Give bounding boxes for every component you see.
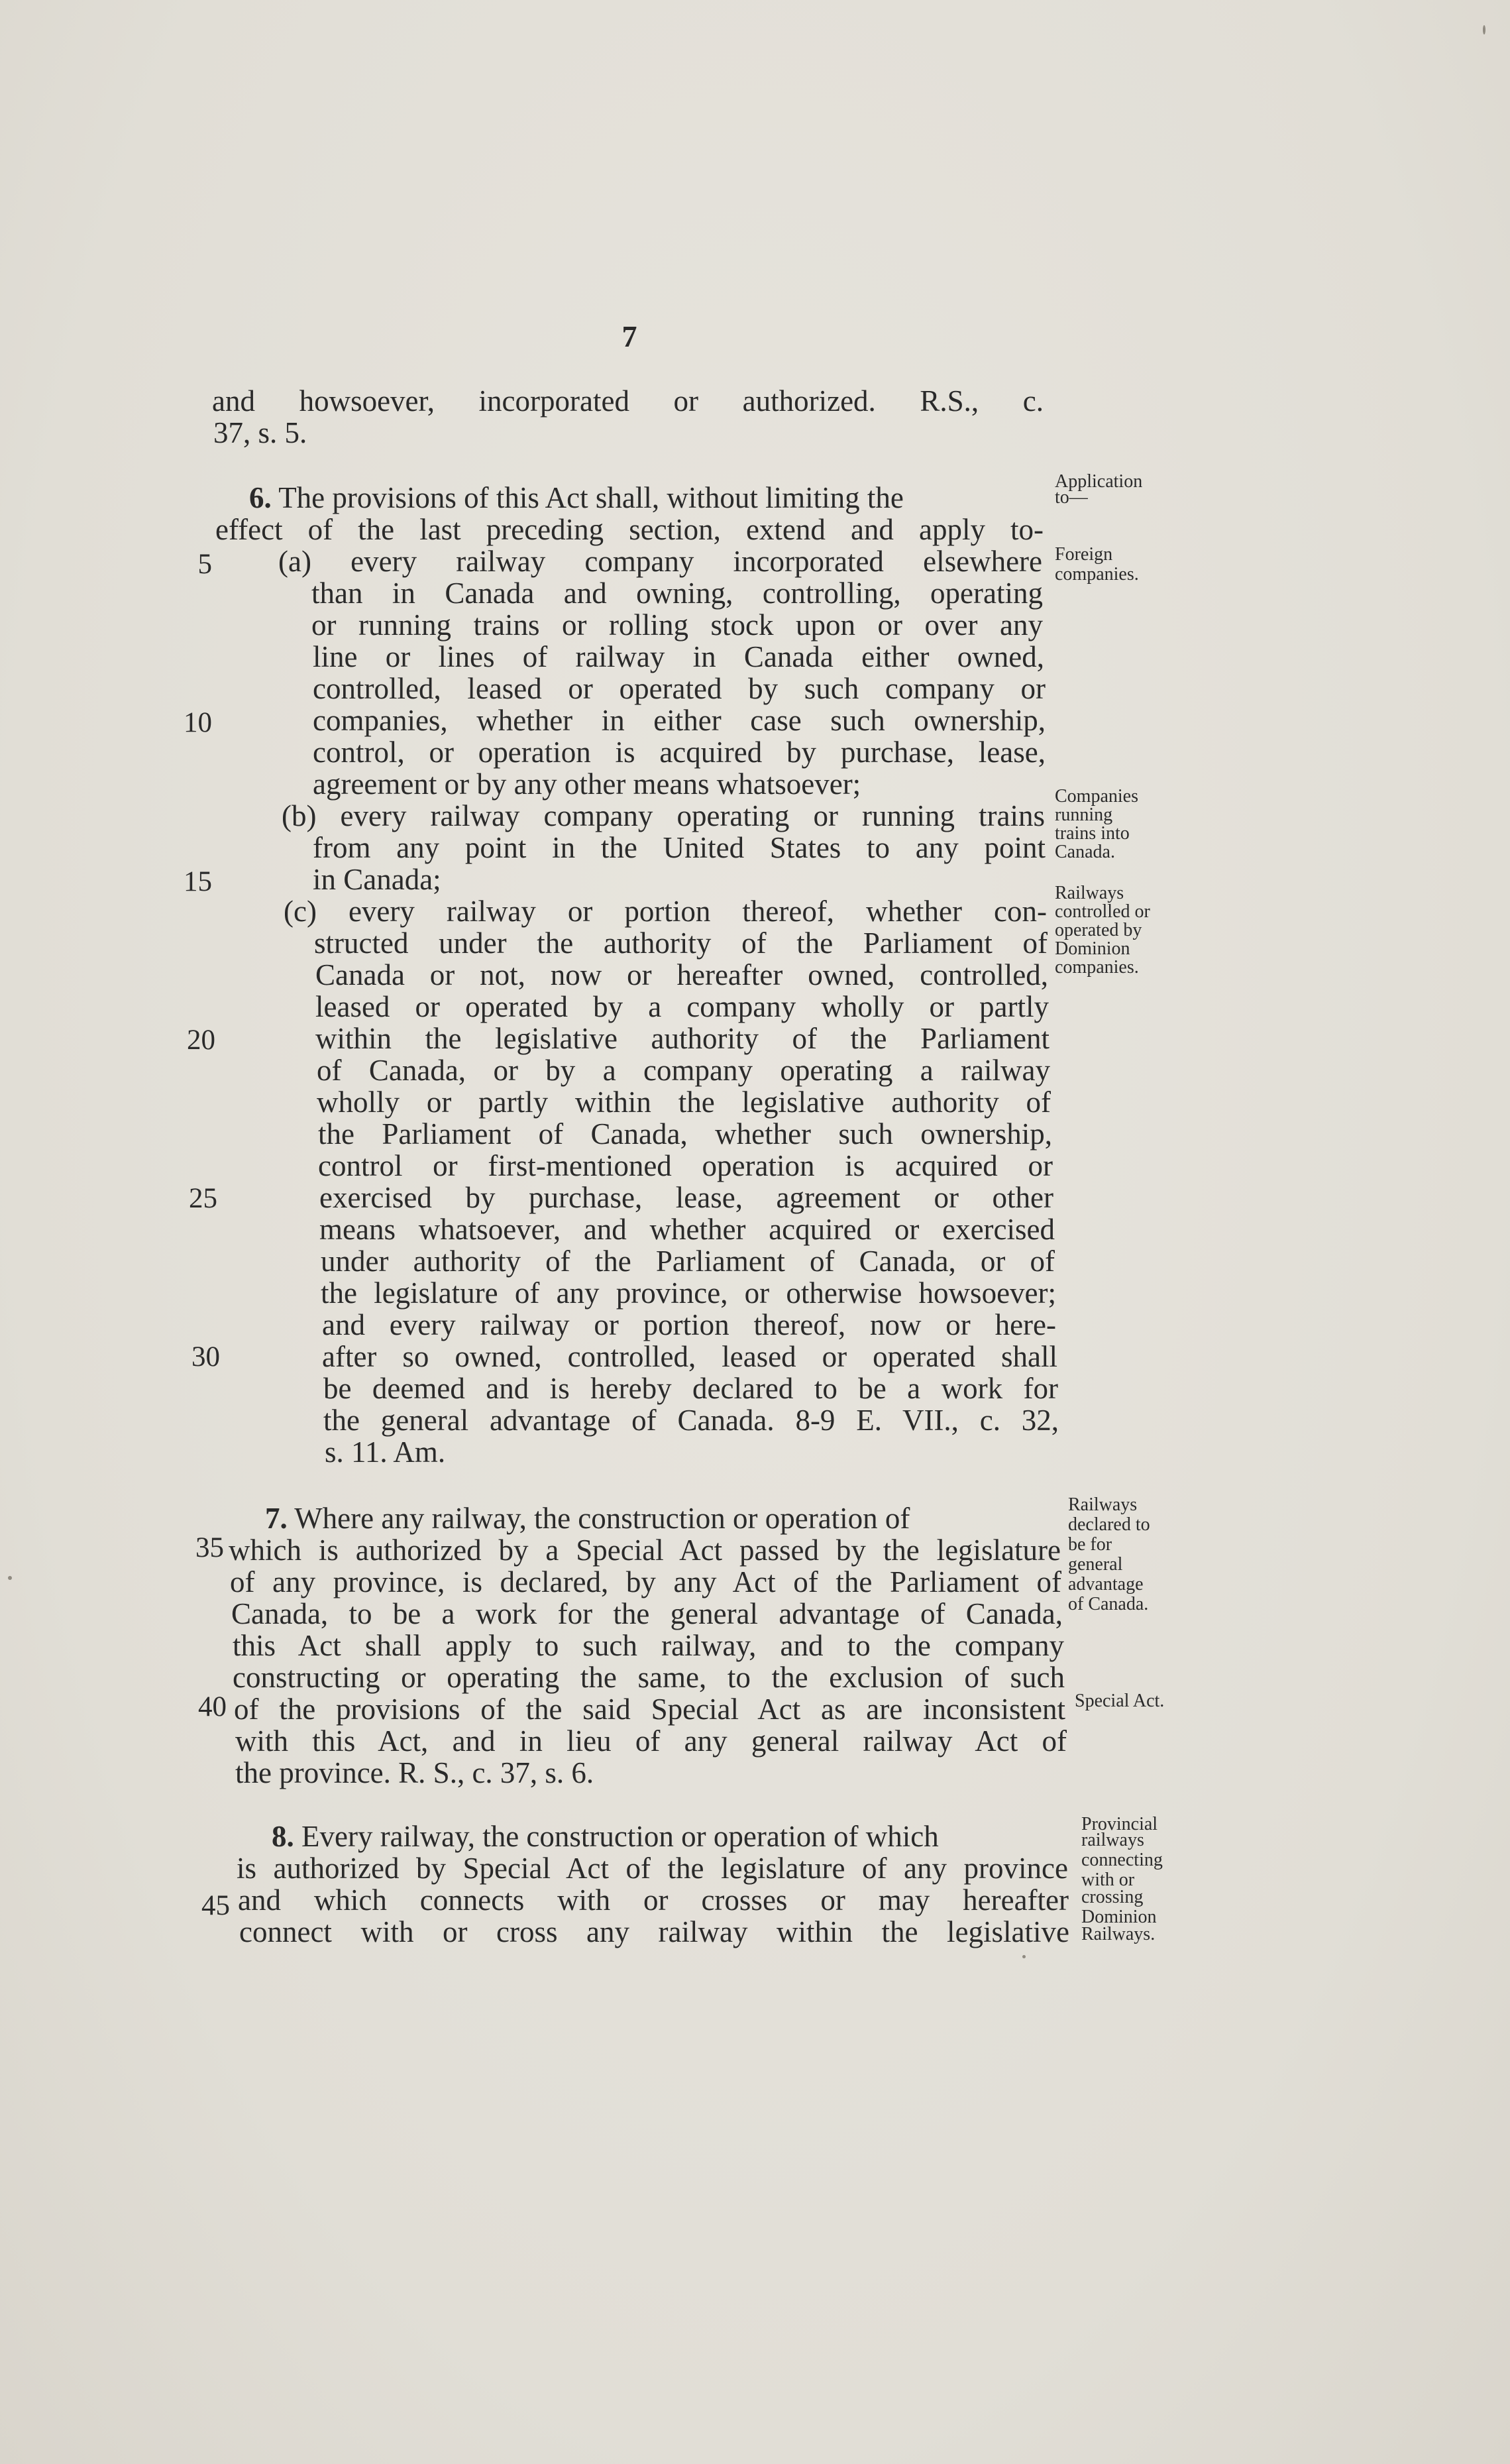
page-number: 7 — [621, 319, 637, 353]
line-number: 45 — [201, 1890, 230, 1921]
margin-note-special-act: Special Act. — [1075, 1691, 1165, 1711]
text-line: Canada, to be a work for the general advantage of Canada, — [231, 1597, 1063, 1630]
margin-note-application: Application to— — [1055, 471, 1143, 508]
text-line: in Canada; — [313, 863, 441, 896]
text-line: and howsoever, incorporated or authorized. R.S., c. — [212, 384, 1044, 418]
text-line: effect of the last preceding section, extend and apply to- — [215, 513, 1044, 546]
text-line: leased or operated by a company wholly or partly — [315, 990, 1049, 1023]
text-line: is authorized by Special Act of the legislature of any province — [237, 1852, 1068, 1885]
text-line: Canada or not, now or hereafter owned, controlled, — [315, 958, 1048, 991]
paper-speck — [1022, 1955, 1026, 1958]
text-line: Where any railway, the construction or operation of — [294, 1502, 910, 1535]
text-line: of any province, is declared, by any Act of the Parliament of — [230, 1565, 1061, 1598]
text-line: Every railway, the construction or operation of which — [301, 1820, 939, 1853]
line-number: 35 — [195, 1532, 224, 1563]
text-line: and every railway or portion thereof, now or here- — [322, 1308, 1056, 1341]
section-7-first-line — [265, 1502, 1060, 1535]
text-line: be deemed and is hereby declared to be a work for — [323, 1372, 1058, 1405]
text-line: within the legislative authority of the Parliament — [315, 1022, 1050, 1055]
line-number: 25 — [189, 1183, 217, 1214]
text-line: under authority of the Parliament of Canada, or of — [321, 1245, 1055, 1278]
text-line: (b) every railway company operating or running trains — [282, 799, 1045, 832]
text-line: the Parliament of Canada, whether such ownership, — [318, 1117, 1052, 1150]
text-line: constructing or operating the same, to the exclusion of such — [233, 1661, 1065, 1694]
text-line: structed under the authority of the Parliament of — [314, 926, 1048, 960]
text-line: of Canada, or by a company operating a railway — [317, 1054, 1050, 1087]
margin-note-provincial-railways: Provincial railways connecting with or crossing Dominion Railways. — [1081, 1814, 1163, 1944]
line-number: 30 — [191, 1341, 220, 1372]
text-line: controlled, leased or operated by such company or — [313, 672, 1046, 705]
margin-note-railways-controlled: Railways controlled or operated by Dominion companies. — [1055, 883, 1150, 978]
section-number: 7. — [265, 1502, 288, 1535]
text-line: companies, whether in either case such ownership, — [313, 704, 1046, 737]
text-line: which is authorized by a Special Act passed by the legislature — [229, 1534, 1061, 1567]
text-line: control or first-mentioned operation is acquired or — [318, 1149, 1053, 1182]
line-number: 10 — [184, 707, 212, 738]
text-line: the province. R. S., c. 37, s. 6. — [235, 1756, 594, 1789]
section-number: 8. — [272, 1820, 294, 1853]
line-number: 5 — [197, 549, 212, 580]
text-line: The provisions of this Act shall, without limiting the — [278, 481, 904, 514]
text-line: and which connects with or crosses or may hereafter — [238, 1883, 1069, 1917]
text-line: agreement or by any other means whatsoever; — [313, 767, 861, 801]
margin-note-foreign-companies: Foreign companies. — [1055, 544, 1139, 585]
text-line: than in Canada and owning, controlling, operating — [311, 577, 1043, 610]
text-line: control, or operation is acquired by purchase, lease, — [313, 736, 1046, 769]
text-line: wholly or partly within the legislative authority of — [317, 1086, 1051, 1119]
text-line: of the provisions of the said Special Act as are inconsistent — [234, 1693, 1065, 1726]
text-line: the general advantage of Canada. 8-9 E. VII., c. 32, — [323, 1404, 1059, 1437]
text-line: from any point in the United States to any point — [313, 831, 1046, 864]
text-line: connect with or cross any railway within the legislative — [239, 1915, 1069, 1948]
text-line: this Act shall apply to such railway, and to the company — [233, 1629, 1064, 1662]
text-line: line or lines of railway in Canada either owned, — [313, 640, 1044, 673]
text-line: after so owned, controlled, leased or operated shall — [322, 1340, 1057, 1373]
text-line: (c) every railway or portion thereof, whether con- — [284, 895, 1047, 928]
text-line: the legislature of any province, or otherwise howsoever; — [321, 1276, 1056, 1310]
margin-note-companies-running-trains: Companies running trains into Canada. — [1055, 786, 1138, 862]
margin-note-railways-declared: Railways declared to be for general advantage of Canada. — [1068, 1494, 1150, 1614]
text-line: with this Act, and in lieu of any general railway Act of — [235, 1724, 1067, 1758]
section-number: 6. — [249, 481, 272, 514]
line-number: 15 — [184, 866, 212, 897]
text-line: s. 11. Am. — [325, 1435, 446, 1469]
paper-speck — [1483, 25, 1485, 34]
text-line: means whatsoever, and whether acquired or exercised — [319, 1213, 1055, 1246]
text-line: (a) every railway company incorporated elsewhere — [278, 545, 1042, 578]
text-line: or running trains or rolling stock upon or over any — [311, 608, 1043, 642]
text-line: exercised by purchase, lease, agreement or other — [319, 1181, 1053, 1214]
section-8-first-line — [272, 1820, 1067, 1853]
paper-speck — [8, 1576, 12, 1580]
section-6-first-line — [249, 481, 1042, 514]
text-line: 37, s. 5. — [213, 416, 307, 449]
line-number: 40 — [198, 1691, 227, 1722]
line-number: 20 — [187, 1025, 215, 1056]
